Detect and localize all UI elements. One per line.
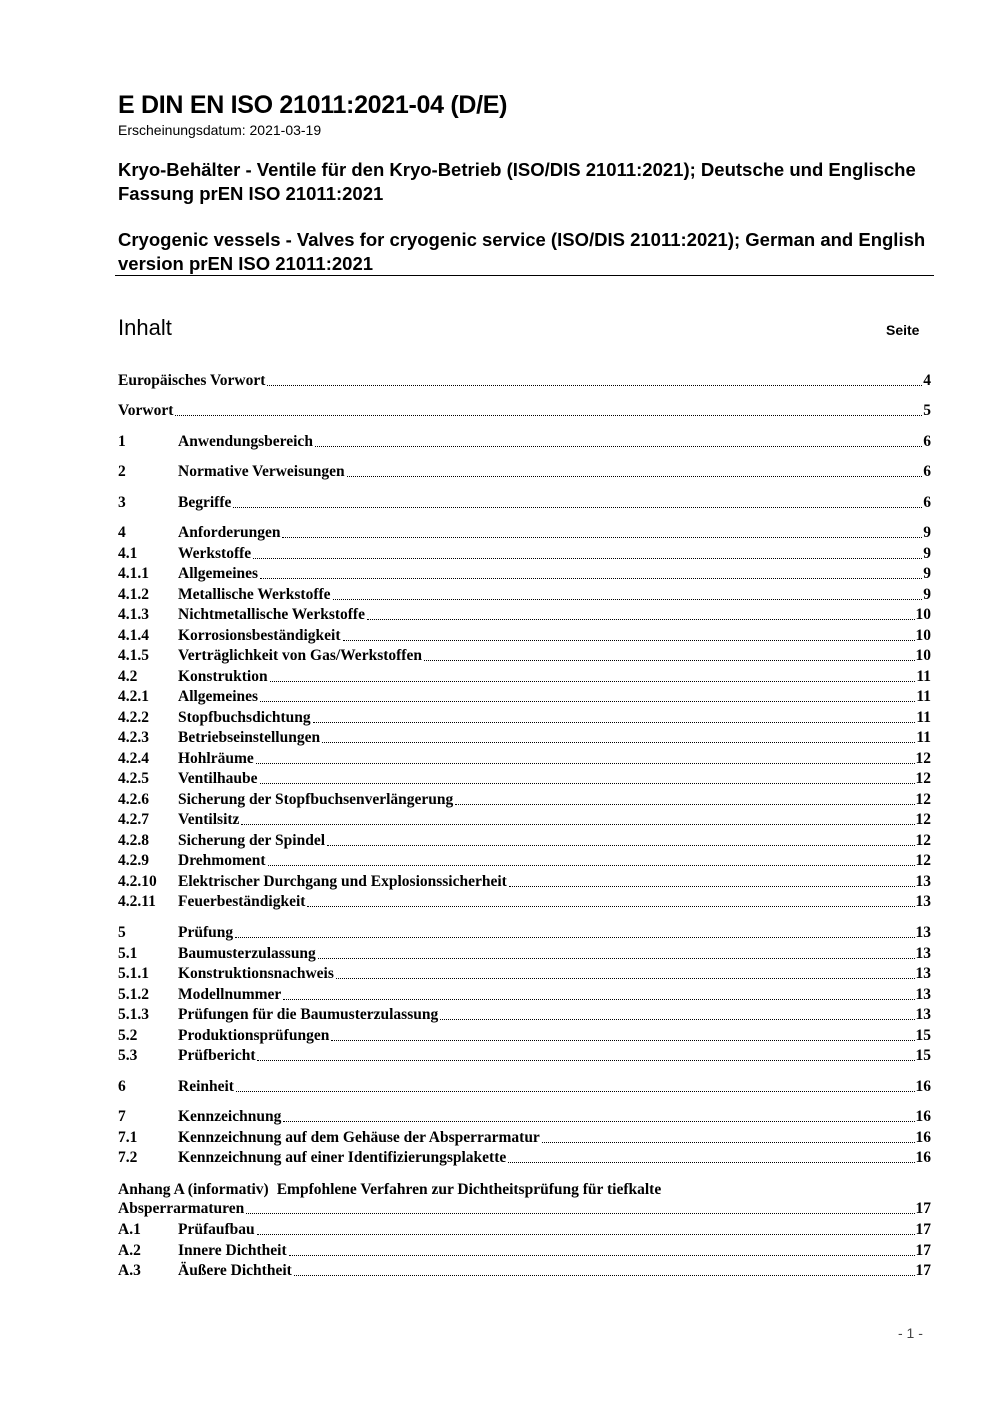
toc-leader (289, 1254, 915, 1256)
toc-entry-number: 7.2 (118, 1149, 138, 1166)
toc-entry-page: 16 (915, 1149, 931, 1166)
toc-entry-number: 2 (118, 463, 126, 480)
annex-title-line2: Absperrarmaturen (118, 1200, 245, 1217)
toc-entry-page: 16 (915, 1108, 931, 1125)
toc-entry-number: 6 (118, 1078, 126, 1095)
title-divider (115, 275, 934, 276)
toc-entry[interactable] (118, 646, 931, 666)
toc-entry-page: 17 (915, 1200, 931, 1217)
toc-leader (246, 1212, 914, 1214)
toc-entry-title: Allgemeines (178, 565, 259, 582)
toc-entry-title: Kennzeichnung auf einer Identifizierungsplakette (178, 1149, 507, 1166)
toc-entry-number: 4.2.5 (118, 770, 149, 787)
toc-leader (283, 1120, 914, 1122)
toc-entry-page: 16 (915, 1128, 931, 1146)
toc-leader (440, 1018, 914, 1020)
toc-entry-title: Kennzeichnung (178, 1108, 282, 1125)
toc-entry[interactable] (118, 1128, 931, 1148)
toc-entry-number: 4.1.2 (118, 585, 149, 603)
toc-entry-page: 6 (923, 494, 931, 511)
document-title: E DIN EN ISO 21011:2021-04 (D/E) (118, 91, 508, 119)
toc-entry[interactable] (118, 831, 931, 851)
toc-entry-number: 5 (118, 924, 126, 941)
toc-entry-title: Metallische Werkstoffe (178, 585, 331, 603)
toc-entry-number: 5.2 (118, 1026, 138, 1044)
toc-entry-page: 12 (915, 790, 931, 808)
toc-entry[interactable] (118, 810, 931, 830)
toc-leader (333, 598, 923, 600)
toc-entry-number: 4.2.4 (118, 749, 149, 767)
toc-entry-title: Stopfbuchsdichtung (178, 708, 311, 726)
toc-entry-page: 10 (915, 626, 931, 644)
toc-leader (257, 1059, 914, 1061)
toc-entry[interactable] (118, 944, 931, 964)
page-number: - 1 - (898, 1325, 923, 1341)
toc-entry-title: Normative Verweisungen (178, 463, 345, 480)
toc-entry-page: 13 (915, 893, 931, 910)
toc-leader (313, 721, 916, 723)
toc-entry[interactable] (118, 432, 931, 452)
toc-entry[interactable] (118, 687, 931, 707)
toc-entry[interactable] (118, 564, 931, 584)
toc-entry-page: 9 (923, 524, 931, 541)
toc-entry-page: 11 (916, 667, 931, 685)
toc-entry-title: Prüfung (178, 924, 234, 941)
toc-entry-page: 10 (915, 647, 931, 664)
toc-entry[interactable] (118, 1026, 931, 1046)
toc-leader (347, 475, 923, 477)
toc-entry-page: 9 (923, 585, 931, 603)
toc-leader (282, 536, 922, 538)
toc-page-column-label: Seite (886, 322, 920, 338)
toc-entry-title: Konstruktion (178, 667, 268, 685)
toc-entry-title: Korrosionsbeständigkeit (178, 626, 341, 644)
toc-entry-number: 4.2.3 (118, 729, 149, 746)
toc-entry-page: 13 (915, 1006, 931, 1023)
toc-leader (509, 885, 915, 887)
toc-leader (268, 864, 915, 866)
toc-entry-number: 1 (118, 433, 126, 450)
toc-entry[interactable] (118, 708, 931, 728)
toc-entry-number: 4.1.5 (118, 647, 149, 664)
toc-entry-title: Prüfaufbau (178, 1221, 255, 1238)
toc-entry-title: Elektrischer Durchgang und Explosionssicherheit (178, 872, 507, 890)
toc-leader (336, 977, 915, 979)
toc-entry-number: 3 (118, 494, 126, 511)
toc-leader (307, 905, 914, 907)
toc-entry-page: 13 (915, 965, 931, 982)
toc-entry-page: 6 (923, 463, 931, 480)
toc-entry-number: 4.2.1 (118, 688, 149, 705)
toc-entry-page: 12 (915, 749, 931, 767)
toc-entry-number: 5.1 (118, 944, 138, 962)
toc-entry[interactable] (118, 1077, 931, 1097)
toc-entry[interactable] (118, 923, 931, 943)
toc-leader (455, 803, 914, 805)
toc-entry-number: A.3 (118, 1262, 141, 1279)
toc-entry[interactable] (118, 872, 931, 892)
toc-entry[interactable] (118, 728, 931, 748)
toc-entry-number: 5.1.1 (118, 965, 149, 982)
toc-entry-title: Ventilhaube (178, 770, 258, 787)
toc-entry-number: 4.2.6 (118, 790, 149, 808)
toc-entry-page: 13 (915, 985, 931, 1003)
toc-entry-title: Drehmoment (178, 852, 266, 869)
toc-leader (253, 557, 922, 559)
toc-entry-page: 15 (915, 1047, 931, 1064)
toc-leader (424, 659, 915, 661)
toc-entry-title: Modellnummer (178, 985, 282, 1003)
toc-entry-page: 12 (915, 770, 931, 787)
toc-entry-page: 17 (915, 1221, 931, 1238)
toc-leader (235, 936, 914, 938)
toc-entry-page: 17 (915, 1262, 931, 1279)
toc-entry-number: 4.1.4 (118, 626, 149, 644)
toc-entry-page: 5 (923, 402, 931, 419)
toc-entry-title: Werkstoffe (178, 544, 252, 562)
toc-entry[interactable] (118, 371, 931, 391)
toc-entry-title: Prüfungen für die Baumusterzulassung (178, 1006, 439, 1023)
toc-entry-title: Ventilsitz (178, 811, 240, 828)
toc-entry-number: 4.2.10 (118, 872, 157, 890)
toc-entry[interactable] (118, 667, 931, 687)
toc-entry-number: 4 (118, 524, 126, 541)
toc-entry-title: Baumusterzulassung (178, 944, 316, 962)
toc-leader (343, 639, 915, 641)
toc-leader (318, 957, 915, 959)
toc-leader (236, 1090, 915, 1092)
toc-entry-page: 17 (915, 1241, 931, 1259)
toc-entry-title: Reinheit (178, 1078, 234, 1095)
toc-entry-number: 4.2.2 (118, 708, 149, 726)
toc-entry-page: 11 (916, 708, 931, 726)
toc-entry[interactable] (118, 626, 931, 646)
toc-entry-number: 5.1.3 (118, 1006, 149, 1023)
toc-leader (241, 823, 914, 825)
toc-entry-title: Prüfbericht (178, 1047, 256, 1064)
toc-leader (315, 445, 922, 447)
toc-entry-title: Äußere Dichtheit (178, 1262, 292, 1279)
toc-entry-number: 7 (118, 1108, 126, 1125)
toc-entry-page: 12 (915, 831, 931, 849)
toc-entry-number: 4.2 (118, 667, 138, 685)
toc-entry-title: Anwendungsbereich (178, 433, 313, 450)
toc-entry-page: 6 (923, 433, 931, 450)
toc-entry[interactable] (118, 1261, 931, 1281)
toc-entry-page: 15 (915, 1026, 931, 1044)
toc-entry-number: 4.2.9 (118, 852, 149, 869)
toc-entry-title: Begriffe (178, 494, 232, 511)
toc-entry-page: 4 (923, 372, 931, 389)
toc-entry[interactable] (118, 1107, 931, 1127)
toc-entry-title: Feuerbeständigkeit (178, 893, 306, 910)
toc-entry[interactable] (118, 790, 931, 810)
toc-entry[interactable] (118, 401, 931, 421)
toc-entry[interactable] (118, 523, 931, 543)
toc-leader (294, 1274, 915, 1276)
toc-leader (331, 1039, 914, 1041)
toc-entry-number: 4.1.1 (118, 565, 149, 582)
toc-entry-number: 5.1.2 (118, 985, 149, 1003)
toc-entry[interactable] (118, 892, 931, 912)
toc-heading: Inhalt (118, 315, 172, 340)
toc-entry[interactable] (118, 1148, 931, 1168)
toc-entry-page: 16 (915, 1078, 931, 1095)
annex-label: Anhang A (informativ) (118, 1181, 269, 1198)
toc-entry[interactable] (118, 985, 931, 1005)
toc-entry[interactable] (118, 585, 931, 605)
toc-entry-title: Hohlräume (178, 749, 254, 767)
toc-leader (257, 1233, 915, 1235)
subtitle-german: Kryo-Behälter - Ventile für den Kryo-Betrieb (ISO/DIS 21011:2021); Deutsche und Englische Fassung prEN ISO 21011:2021 (118, 159, 916, 204)
toc-entry-number: 4.2.11 (118, 893, 156, 910)
toc-entry-title: Anforderungen (178, 524, 281, 541)
toc-entry-number: 5.3 (118, 1047, 138, 1064)
toc-entry[interactable] (118, 1046, 931, 1066)
toc-entry-page: 12 (915, 811, 931, 828)
toc-leader (260, 700, 915, 702)
toc-entry-title: Innere Dichtheit (178, 1241, 287, 1259)
toc-entry-page: 10 (915, 606, 931, 623)
toc-entry-title: Produktionsprüfungen (178, 1026, 330, 1044)
toc-entry-title: Nichtmetallische Werkstoffe (178, 606, 365, 623)
toc-entry[interactable] (118, 749, 931, 769)
toc-entry-page: 13 (915, 872, 931, 890)
annex-entry[interactable] (118, 1199, 931, 1219)
toc-entry-title: Kennzeichnung auf dem Gehäuse der Absperrarmatur (178, 1128, 540, 1146)
toc-leader (267, 384, 922, 386)
toc-leader (542, 1141, 915, 1143)
toc-entry-page: 13 (915, 944, 931, 962)
toc-leader (322, 741, 915, 743)
toc-leader (260, 782, 915, 784)
toc-leader (283, 998, 914, 1000)
toc-entry-title: Betriebseinstellungen (178, 729, 321, 746)
toc-entry-page: 13 (915, 924, 931, 941)
toc-entry-page: 12 (915, 852, 931, 869)
annex-heading[interactable] (118, 1180, 661, 1200)
toc-leader (367, 618, 915, 620)
toc-leader (256, 762, 915, 764)
toc-entry[interactable] (118, 1005, 931, 1025)
toc-leader (327, 844, 914, 846)
annex-title-line1: Empfohlene Verfahren zur Dichtheitsprüfung für tiefkalte (276, 1181, 662, 1198)
publication-date: Erscheinungsdatum: 2021-03-19 (118, 122, 322, 138)
toc-entry-title: Konstruktionsnachweis (178, 965, 334, 982)
toc-entry-title: Sicherung der Stopfbuchsenverlängerung (178, 790, 454, 808)
toc-entry[interactable] (118, 1241, 931, 1261)
toc-entry-number: 4.2.7 (118, 811, 149, 828)
toc-entry-number: 7.1 (118, 1128, 138, 1146)
toc-entry-title: Europäisches Vorwort (118, 372, 266, 389)
toc-entry-title: Allgemeines (178, 688, 259, 705)
toc-entry[interactable] (118, 462, 931, 482)
toc-entry-title: Vorwort (118, 402, 174, 419)
toc-entry[interactable] (118, 769, 931, 789)
toc-leader (175, 414, 922, 416)
toc-leader (508, 1161, 914, 1163)
toc-leader (260, 577, 922, 579)
toc-entry-number: A.1 (118, 1221, 141, 1238)
toc-entry-title: Sicherung der Spindel (178, 831, 326, 849)
toc-entry-number: 4.1 (118, 544, 138, 562)
toc-entry-page: 11 (916, 688, 931, 705)
toc-entry[interactable] (118, 964, 931, 984)
toc-entry[interactable] (118, 1220, 931, 1240)
toc-leader (233, 506, 922, 508)
toc-entry-number: A.2 (118, 1241, 141, 1259)
toc-entry-number: 4.2.8 (118, 831, 149, 849)
toc-entry[interactable] (118, 493, 931, 513)
toc-entry[interactable] (118, 544, 931, 564)
subtitle-english: Cryogenic vessels - Valves for cryogenic service (ISO/DIS 21011:2021); German and English version prEN ISO 21011:2021 (118, 229, 926, 274)
toc-entry-page: 11 (916, 729, 931, 746)
toc-entry[interactable] (118, 851, 931, 871)
toc-leader (270, 680, 916, 682)
toc-entry[interactable] (118, 605, 931, 625)
toc-entry-title: Verträglichkeit von Gas/Werkstoffen (178, 647, 422, 664)
toc-entry-number: 4.1.3 (118, 606, 149, 623)
toc-entry-page: 9 (923, 565, 931, 582)
toc-entry-page: 9 (923, 544, 931, 562)
